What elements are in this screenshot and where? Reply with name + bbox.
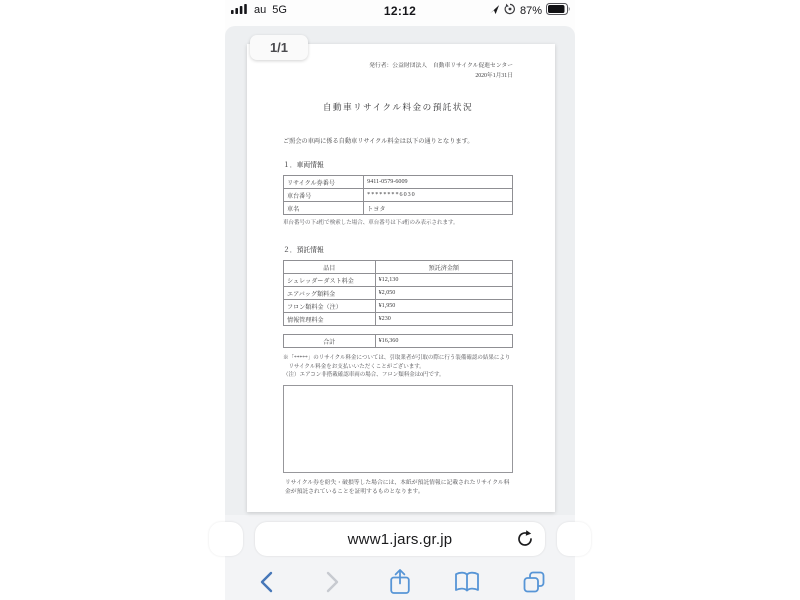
fee-note-line: リサイクル料金をお支払いいただくことがございます。 <box>283 363 425 370</box>
table-header-row <box>284 261 513 274</box>
section2-heading: ２．預託情報 <box>283 247 324 255</box>
status-bar <box>225 0 575 24</box>
vehicle-row-label: 車名 <box>284 202 364 215</box>
fee-row-amount: ¥230 <box>375 313 512 326</box>
vehicle-table-note: 車台番号の下4桁で検索した場合、車台番号は下4桁のみ表示されます。 <box>283 220 459 227</box>
fee-note-line: （注）エアコン非搭載確認車両の場合、フロン類料金は0円です。 <box>283 372 445 379</box>
document-footer-note: リサイクル券を紛失・破損等した場合には、本紙が預託情報に記載されたリサイクル料金が預託されていることを証明するものとなります。 <box>285 479 510 495</box>
table-row <box>284 335 513 348</box>
table-row <box>284 313 513 326</box>
table-row <box>284 274 513 287</box>
table-row <box>284 202 513 215</box>
document-date-line: 2020年1月31日 <box>475 72 513 79</box>
adjacent-tab-left[interactable] <box>209 522 243 556</box>
status-bar-right <box>489 3 571 18</box>
column-header-amount: 預託済金額 <box>375 261 512 274</box>
table-row <box>284 189 513 202</box>
fee-row-amount: ¥12,130 <box>375 274 512 287</box>
total-table <box>283 334 513 348</box>
status-time: 12:12 <box>383 4 417 18</box>
network-label: 5G <box>272 4 287 16</box>
document-intro: ご照会の車両に係る自動車リサイクル料金は以下の通りとなります。 <box>283 137 474 145</box>
orientation-lock-icon <box>504 3 516 18</box>
page-indicator-badge: 1/1 <box>250 35 308 60</box>
table-row <box>284 287 513 300</box>
vehicle-row-label: 車台番号 <box>284 189 364 202</box>
fee-row-amount: ¥2,050 <box>375 287 512 300</box>
table-row <box>284 300 513 313</box>
location-arrow-icon <box>489 4 500 18</box>
share-icon[interactable] <box>387 569 413 595</box>
forward-icon <box>320 569 346 595</box>
vehicle-info-table <box>283 175 513 215</box>
bookmarks-icon[interactable] <box>454 569 480 595</box>
battery-icon <box>546 3 571 18</box>
document-page <box>247 44 555 512</box>
adjacent-tab-right[interactable] <box>557 522 591 556</box>
fee-note-line: ※「*****」のリサイクル料金については、引取業者が引取の際に行う装備確認の結果により <box>283 355 511 362</box>
document-title: 自動車リサイクル料金の預託状況 <box>322 101 474 112</box>
vehicle-row-value: 9411-0579-6009 <box>364 176 513 189</box>
safari-bottom-chrome <box>225 515 575 600</box>
section1-heading: １．車両情報 <box>283 162 324 170</box>
table-row <box>284 176 513 189</box>
deposit-info-table <box>283 260 513 326</box>
total-label: 合計 <box>284 335 376 348</box>
fee-row-label: 情報管理料金 <box>284 313 376 326</box>
vehicle-row-value: ********6030 <box>364 189 513 202</box>
carrier-label: au <box>254 4 267 16</box>
vehicle-row-value: トヨタ <box>364 202 513 215</box>
reload-icon[interactable] <box>515 529 535 549</box>
fee-row-label: シュレッダーダスト料金 <box>284 274 376 287</box>
back-icon[interactable] <box>253 569 279 595</box>
fee-row-label: エアバッグ類料金 <box>284 287 376 300</box>
url-text: www1.jars.gr.jp <box>347 530 453 548</box>
safari-toolbar <box>225 563 575 600</box>
address-bar[interactable] <box>255 522 545 556</box>
battery-percent: 87% <box>519 4 542 17</box>
vehicle-row-label: リサイクル券番号 <box>284 176 364 189</box>
document-issuer-line: 発行者：公益財団法人 自動車リサイクル促進センター <box>369 63 513 69</box>
fee-notes <box>283 354 513 380</box>
fee-row-amount: ¥1,950 <box>375 300 512 313</box>
fee-row-label: フロン類料金（注） <box>284 300 376 313</box>
empty-remarks-box <box>283 385 513 473</box>
tabs-icon[interactable] <box>521 569 547 595</box>
pdf-viewer[interactable] <box>225 26 575 515</box>
total-amount: ¥16,360 <box>375 335 512 348</box>
iphone-screen <box>225 0 575 600</box>
column-header-item: 品目 <box>284 261 376 274</box>
